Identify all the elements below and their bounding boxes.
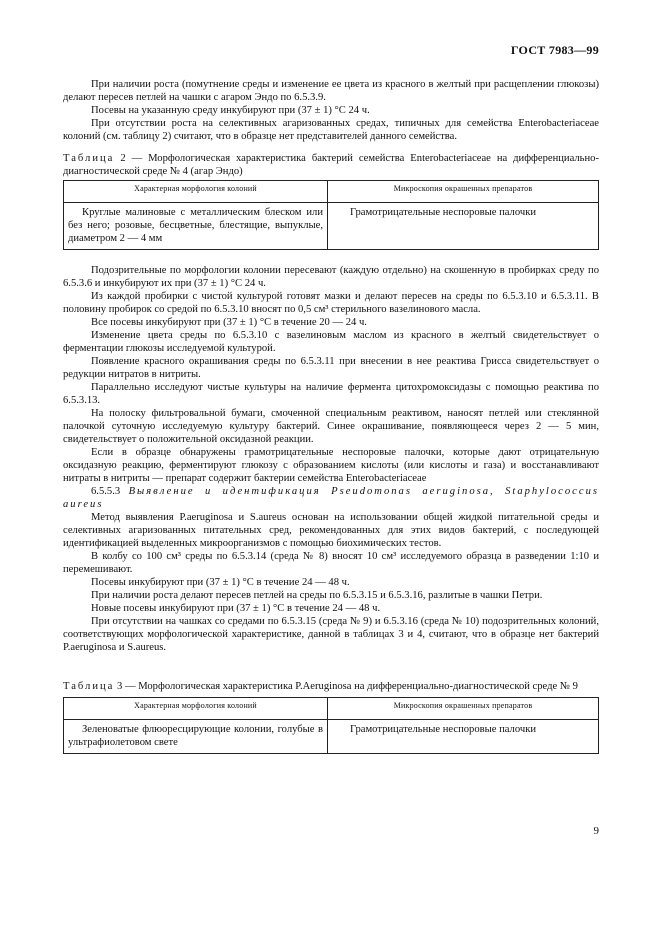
table-2-caption [63, 152, 599, 178]
paragraph: Новые посевы инкубируют при (37 ± 1) °С в течение 24 — 48 ч. [91, 603, 381, 614]
paragraph: Параллельно исследуют чистые культуры на наличие фермента цитохромоксидазы с помощью реактива по 6.5.3.13. [63, 382, 599, 406]
section-heading [63, 485, 599, 511]
table-3-caption-text: 3 — Морфологическая характеристика P.Aeruginosa на дифференциально-диагностической среде № 9 [117, 681, 578, 692]
paragraph: Все посевы инкубируют при (37 ± 1) °С в течение 20 — 24 ч. [91, 317, 367, 328]
section-title: Выявление и идентификация Pseudomonas aeruginosa, Staphylococcus aureus [63, 486, 599, 510]
table-2-header-microscopy: Микроскопия окрашенных препаратов [328, 181, 599, 203]
paragraph: Появление красного окрашивания среды по 6.5.3.11 при внесении в нее реактива Грисса свидетельствует о редукции нитратов в нитриты. [63, 356, 599, 380]
table-2-cell-microscopy: Грамотрицательные неспоровые палочки [328, 203, 599, 250]
paragraph: В колбу со 100 см³ среды по 6.5.3.14 (среда № 8) вносят 10 см³ исследуемого образца в разведении 1:10 и перемешивают. [63, 551, 599, 575]
table-3-cell-microscopy: Грамотрицательные неспоровые палочки [328, 720, 599, 754]
paragraph: При наличии роста делают пересев петлей на среды по 6.5.3.15 и 6.5.3.16, разлитые в чашки Петри. [91, 590, 543, 601]
paragraph: При отсутствии роста на селективных агаризованных средах, типичных для семейства Enterobacteriaceae колоний (см. таблицу 2) считают, что в образце нет представителей данного семейства. [63, 118, 599, 142]
paragraph: Если в образце обнаружены грамотрицательные неспоровые палочки, которые дают отрицательную оксидазную реакцию, ферментируют глюкозу с образованием кислоты (или кислоты и газа) и восстанавливают нитраты в нитриты — препарат содержит бактерии семейства Enterobacteriaceae [63, 447, 599, 484]
table-2 [63, 180, 599, 250]
table-3-caption-word: Таблица [63, 681, 115, 692]
table-3-cell-morphology: Зеленоватые флюоресцирующие колонии, голубые в ультрафиолетовом свете [64, 720, 328, 754]
table-3-caption [63, 680, 599, 693]
document-header: ГОСТ 7983—99 [510, 43, 599, 57]
paragraph: Из каждой пробирки с чистой культурой готовят мазки и делают пересев на среды по 6.5.3.10 и 6.5.3.11. В половину пробирок со средой по 6.5.3.10 вносят по 0,5 см³ стерильного вазелинового масла. [63, 291, 599, 315]
page-content [63, 78, 599, 754]
paragraph: При наличии роста (помутнение среды и изменение ее цвета из красного в желтый при расщеплении глюкозы) делают пересев петлей на чашки с агаром Эндо по 6.5.3.9. [63, 79, 599, 103]
table-2-header-morphology: Характерная морфология колоний [64, 181, 328, 203]
table-3-header-morphology: Характерная морфология колоний [64, 698, 328, 720]
paragraph: Метод выявления P.aeruginosa и S.aureus основан на использовании общей жидкой питательной среды и селективных агаризованных питательных сред, рекомендованных для этих видов бактерий, с последующей идентификацией выделенных микроорганизмов с помощью биохимических тестов. [63, 512, 599, 549]
table-2-caption-word: Таблица [63, 153, 115, 164]
table-3-header-microscopy: Микроскопия окрашенных препаратов [328, 698, 599, 720]
table-2-caption-text: 2 — Морфологическая характеристика бактерий семейства Enterobacteriaceae на дифференциально-диагностической среде № 4 (агар Эндо) [63, 153, 599, 177]
table-2-cell-morphology: Круглые малиновые с металлическим блеском или без него; розовые, бесцветные, блестящие, выпуклые, диаметром 2 — 4 мм [64, 203, 328, 250]
paragraph: На полоску фильтровальной бумаги, смоченной специальным реактивом, наносят петлей или стеклянной палочкой суточную исследуемую культуру бактерий. Синее окрашивание, появляющееся через 2 — 5 мин, свидетельствует о положительной оксидазной реакции. [63, 408, 599, 445]
paragraph: Посевы на указанную среду инкубируют при (37 ± 1) °С 24 ч. [91, 105, 370, 116]
page-number: 9 [593, 825, 599, 837]
paragraph: Подозрительные по морфологии колонии пересевают (каждую отдельно) на скошенную в пробирках среду по 6.5.3.6 и инкубируют их при (37 ± 1) °С 24 ч. [63, 265, 599, 289]
table-3 [63, 697, 599, 754]
section-number: 6.5.5.3 [91, 486, 121, 497]
paragraph: При отсутствии на чашках со средами по 6.5.3.15 (среда № 9) и 6.5.3.16 (среда № 10) подозрительных колоний, соответствующих морфологической характеристике, данной в таблицах 3 и 4, считают, что в образце нет бактерий P.aeruginosa и S.aureus. [63, 616, 599, 653]
paragraph: Посевы инкубируют при (37 ± 1) °С в течение 24 — 48 ч. [91, 577, 350, 588]
paragraph: Изменение цвета среды по 6.5.3.10 с вазелиновым маслом из красного в желтый свидетельствует о ферментации глюкозы исследуемой культурой. [63, 330, 599, 354]
